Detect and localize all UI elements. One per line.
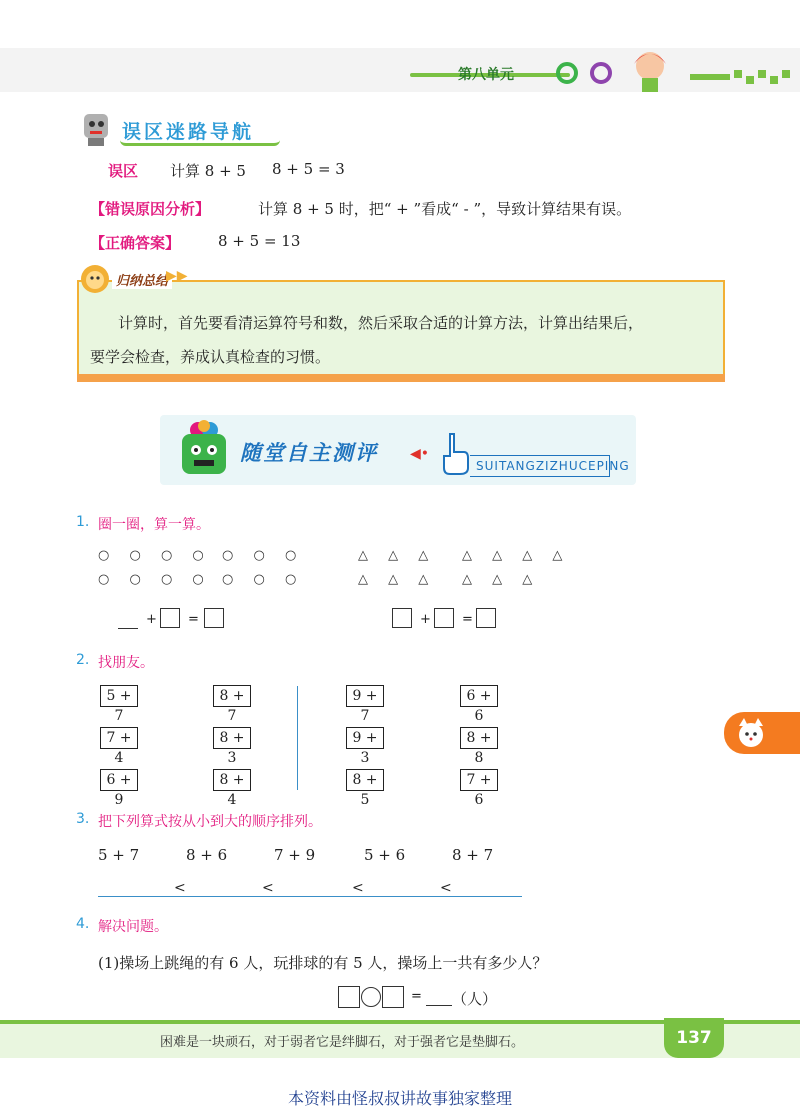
- hand-pointer-icon: [436, 430, 472, 476]
- equation-card[interactable]: 8 + 4: [213, 769, 251, 791]
- q4-sub1: (1)操场上跳绳的有 6 人，玩排球的有 5 人，操场上一共有多少人？: [98, 954, 548, 972]
- q3-title: 把下列算式按从小到大的顺序排列。: [98, 814, 322, 830]
- girl-mascot-icon: [620, 44, 680, 96]
- expression: 8 + 7: [452, 846, 494, 864]
- mistake-wrong: 8 + 5 = 3: [272, 160, 345, 178]
- answer-box[interactable]: [160, 608, 180, 628]
- answer-box[interactable]: [434, 608, 454, 628]
- summary-bottom-bar: [77, 374, 725, 382]
- triangle-row: △ △ △: [358, 572, 437, 587]
- expression: 5 + 6: [364, 846, 406, 864]
- header-bar: [0, 48, 800, 92]
- equation-card[interactable]: 6 + 9: [100, 769, 138, 791]
- unit-title: 第八单元: [458, 67, 514, 83]
- reason-label: 【错误原因分析】: [90, 200, 211, 218]
- unit-label: （人）: [452, 990, 498, 1008]
- operator-circle[interactable]: [361, 987, 381, 1007]
- lion-mascot-icon: [78, 262, 112, 296]
- equation-card[interactable]: 9 + 3: [346, 727, 384, 749]
- triangle-row: △ △ △: [462, 572, 541, 587]
- circle-row: ○ ○ ○ ○: [98, 548, 212, 563]
- circle-row: ○ ○ ○ ○: [98, 572, 212, 587]
- less-than-sign: <: [352, 880, 364, 896]
- answer-text: 8 + 5 = 13: [218, 232, 301, 250]
- q1-number: 1.: [76, 514, 90, 530]
- ordering-answer-line[interactable]: [98, 896, 522, 897]
- page-number: 137: [664, 1018, 724, 1058]
- footer-motto: 困难是一块顽石，对于弱者它是绊脚石，对于强者它是垫脚石。: [160, 1035, 525, 1050]
- answer-box[interactable]: [392, 608, 412, 628]
- less-than-sign: <: [174, 880, 186, 896]
- circle-row: ○ ○ ○: [222, 548, 305, 563]
- q3-number: 3.: [76, 811, 90, 827]
- q2-number: 2.: [76, 652, 90, 668]
- summary-tag: 归纳总结: [112, 270, 172, 289]
- title-swoosh: [120, 140, 280, 146]
- equals-sign: =: [411, 989, 422, 1004]
- banner-subtitle: SUITANGZIZHUCEPING: [470, 455, 610, 477]
- q2-title: 找朋友。: [98, 655, 154, 671]
- answer-box[interactable]: [382, 986, 404, 1008]
- section-title-mistake: 误区迷路导航: [122, 121, 255, 143]
- less-than-sign: <: [440, 880, 452, 896]
- green-monster-icon: [172, 418, 236, 484]
- expression: 7 + 9: [274, 846, 316, 864]
- reason-text: 计算 8 + 5 时，把“ + ”看成“ - ”，导致计算结果有误。: [258, 200, 632, 218]
- banner-title: 随堂自主测评: [240, 441, 378, 465]
- answer-box[interactable]: [204, 608, 224, 628]
- mistake-label: 误区: [108, 162, 139, 180]
- robot-mascot-icon: [74, 104, 118, 148]
- equation-card[interactable]: 8 + 5: [346, 769, 384, 791]
- equation-card[interactable]: 9 + 7: [346, 685, 384, 707]
- credit-line: 本资料由怪叔叔讲故事独家整理: [287, 1089, 512, 1108]
- equals-sign: =: [188, 612, 199, 627]
- pointer-icon: ◀•: [410, 446, 430, 462]
- ring-icon: [590, 62, 612, 84]
- summary-line-2: 要学会检查，养成认真检查的习惯。: [90, 348, 331, 366]
- equation-card[interactable]: 7 + 6: [460, 769, 498, 791]
- answer-box[interactable]: [476, 608, 496, 628]
- equation-card[interactable]: 8 + 7: [213, 685, 251, 707]
- equation-card[interactable]: 7 + 4: [100, 727, 138, 749]
- triangle-row: △ △ △ △: [462, 548, 571, 563]
- ring-icon: [556, 62, 578, 84]
- equation-card[interactable]: 8 + 8: [460, 727, 498, 749]
- equation-card[interactable]: 5 + 7: [100, 685, 138, 707]
- answer-box[interactable]: [338, 986, 360, 1008]
- plus-sign: +: [420, 612, 431, 627]
- answer-blank-line[interactable]: [426, 1005, 452, 1006]
- answer-blank-line[interactable]: [118, 628, 138, 629]
- circle-row: ○ ○ ○: [222, 572, 305, 587]
- mistake-text: 计算 8 + 5: [170, 162, 246, 180]
- checker-pattern-icon: [690, 66, 800, 86]
- equation-card[interactable]: 8 + 3: [213, 727, 251, 749]
- plus-sign: +: [146, 612, 157, 627]
- answer-label: 【正确答案】: [90, 234, 181, 252]
- q4-title: 解决问题。: [98, 919, 168, 935]
- column-divider: [297, 686, 298, 790]
- summary-line-1: 计算时，首先要看清运算符号和数，然后采取合适的计算方法，计算出结果后，: [118, 314, 644, 332]
- less-than-sign: <: [262, 880, 274, 896]
- equation-card[interactable]: 6 + 6: [460, 685, 498, 707]
- triangle-row: △ △ △: [358, 548, 437, 563]
- equals-sign: =: [462, 612, 473, 627]
- q4-number: 4.: [76, 916, 90, 932]
- expression: 8 + 6: [186, 846, 228, 864]
- expression: 5 + 7: [98, 846, 140, 864]
- cat-mascot-icon: [734, 716, 768, 750]
- q1-title: 圈一圈，算一算。: [98, 517, 210, 533]
- double-arrow-icon: ▶▶: [166, 268, 188, 284]
